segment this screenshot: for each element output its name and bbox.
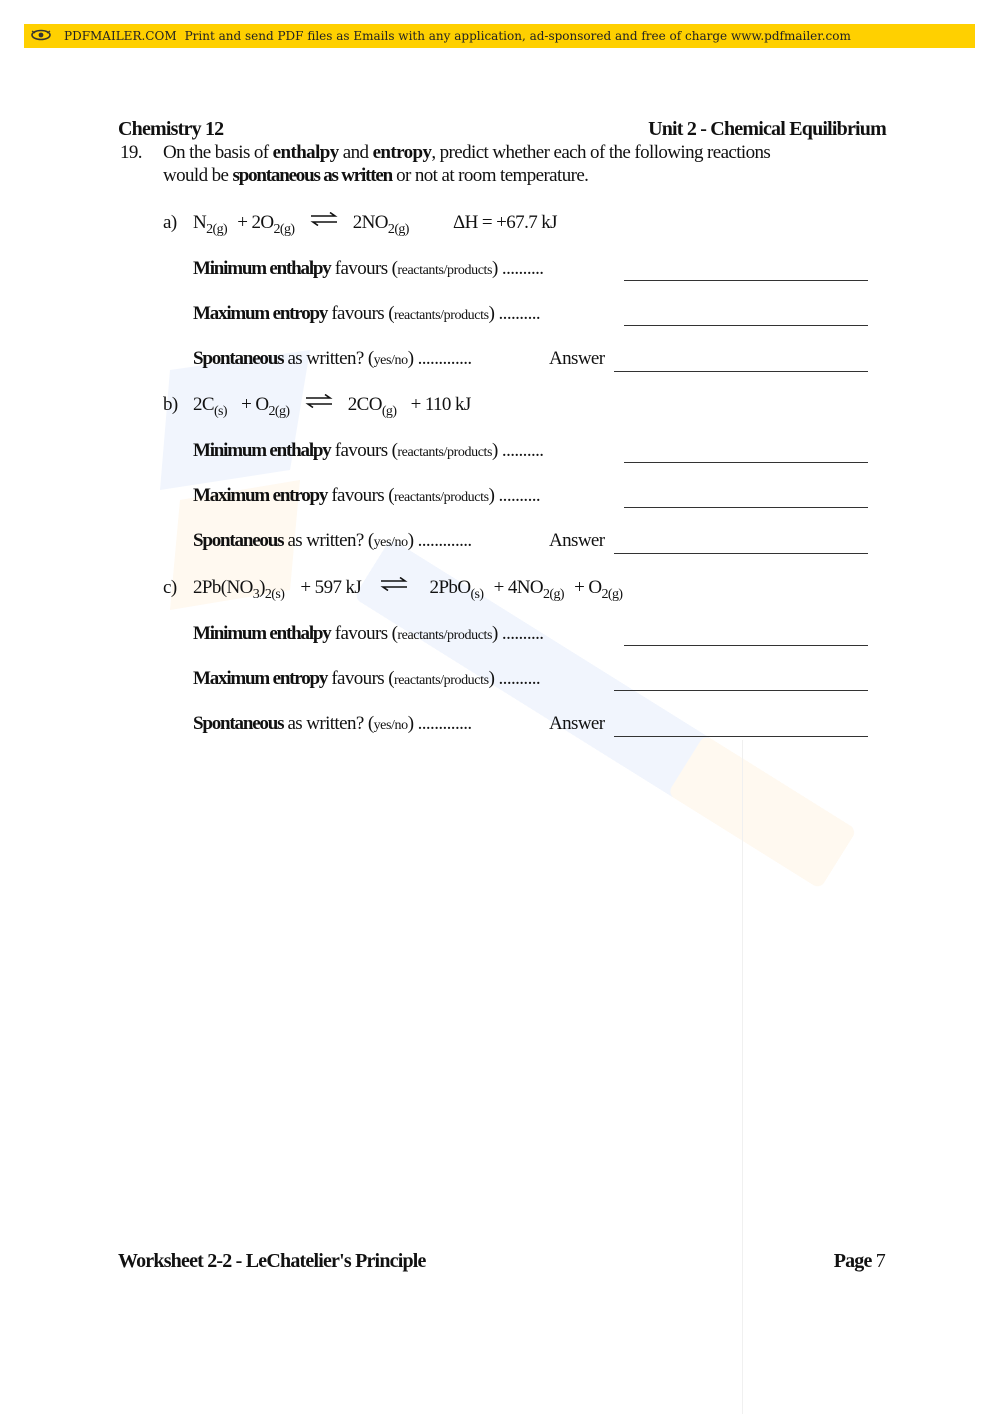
header-unit: Unit 2 - Chemical Equilibrium xyxy=(648,118,886,140)
part-b-max-entropy: Maximum entropy favours (reactants/products) .......... xyxy=(193,485,541,506)
part-a-min-enthalpy: Minimum enthalpy favours (reactants/products) .......... xyxy=(193,258,544,279)
part-c-answer-label: Answer xyxy=(549,713,605,734)
part-a-answer-blank[interactable] xyxy=(614,371,868,372)
header-course: Chemistry 12 xyxy=(118,118,224,140)
part-b-spontaneous: Spontaneous as written? (yes/no) ............. xyxy=(193,530,472,551)
part-a-letter: a) xyxy=(163,212,177,233)
equilibrium-arrow-icon xyxy=(304,394,334,408)
question-line-2: would be spontaneous as written or not at room temperature. xyxy=(163,165,589,186)
footer-worksheet-title: Worksheet 2-2 - LeChatelier's Principle xyxy=(118,1250,426,1272)
part-a-spontaneous: Spontaneous as written? (yes/no) ............. xyxy=(193,348,472,369)
part-a-max-entropy-blank[interactable] xyxy=(624,325,868,326)
part-b-letter: b) xyxy=(163,394,178,415)
part-c-max-entropy-blank[interactable] xyxy=(614,690,868,691)
part-b-answer-label: Answer xyxy=(549,530,605,551)
page-edge-line xyxy=(742,740,743,1414)
question-line-1: On the basis of enthalpy and entropy, predict whether each of the following reactions xyxy=(163,142,771,163)
part-c-max-entropy: Maximum entropy favours (reactants/products) .......... xyxy=(193,668,541,689)
footer-page-number: Page 7 xyxy=(833,1250,885,1272)
part-a-min-enthalpy-blank[interactable] xyxy=(624,280,868,281)
part-a-equation: $N_{2(g)} + 2O_{2(g)}$ $2NO_{2(g)}$ ΔH = +67.7 kJ xyxy=(193,212,557,237)
banner-site[interactable]: PDFMAILER.COM xyxy=(64,29,177,43)
eye-logo-icon xyxy=(30,29,54,44)
ad-banner[interactable] xyxy=(24,24,975,48)
part-c-letter: c) xyxy=(163,577,177,598)
part-b-min-enthalpy: Minimum enthalpy favours (reactants/products) .......... xyxy=(193,440,544,461)
part-b-equation: $2C_{(s)} + O_{2(g)}$ $2CO_{(g)} + 110$ kJ xyxy=(193,394,471,419)
part-c-min-enthalpy-blank[interactable] xyxy=(624,645,868,646)
question-number: 19. xyxy=(120,142,142,163)
equilibrium-arrow-icon xyxy=(309,212,339,226)
part-b-min-enthalpy-blank[interactable] xyxy=(624,462,868,463)
part-c-spontaneous: Spontaneous as written? (yes/no) ............. xyxy=(193,713,472,734)
part-a-answer-label: Answer xyxy=(549,348,605,369)
part-c-min-enthalpy: Minimum enthalpy favours (reactants/products) .......... xyxy=(193,623,544,644)
part-c-equation: $2Pb(NO_3)_{2(s)} + 597$ kJ $2PbO_{(s)} + 4NO_{2(g)} + O_{2(g)}$ xyxy=(193,577,623,602)
part-b-max-entropy-blank[interactable] xyxy=(624,507,868,508)
part-b-answer-blank[interactable] xyxy=(614,553,868,554)
part-c-answer-blank[interactable] xyxy=(614,736,868,737)
part-a-max-entropy: Maximum entropy favours (reactants/products) .......... xyxy=(193,303,541,324)
banner-text: Print and send PDF files as Emails with any application, ad-sponsored and free of charge www.pdfmailer.com xyxy=(184,29,851,43)
equilibrium-arrow-icon xyxy=(379,577,409,591)
